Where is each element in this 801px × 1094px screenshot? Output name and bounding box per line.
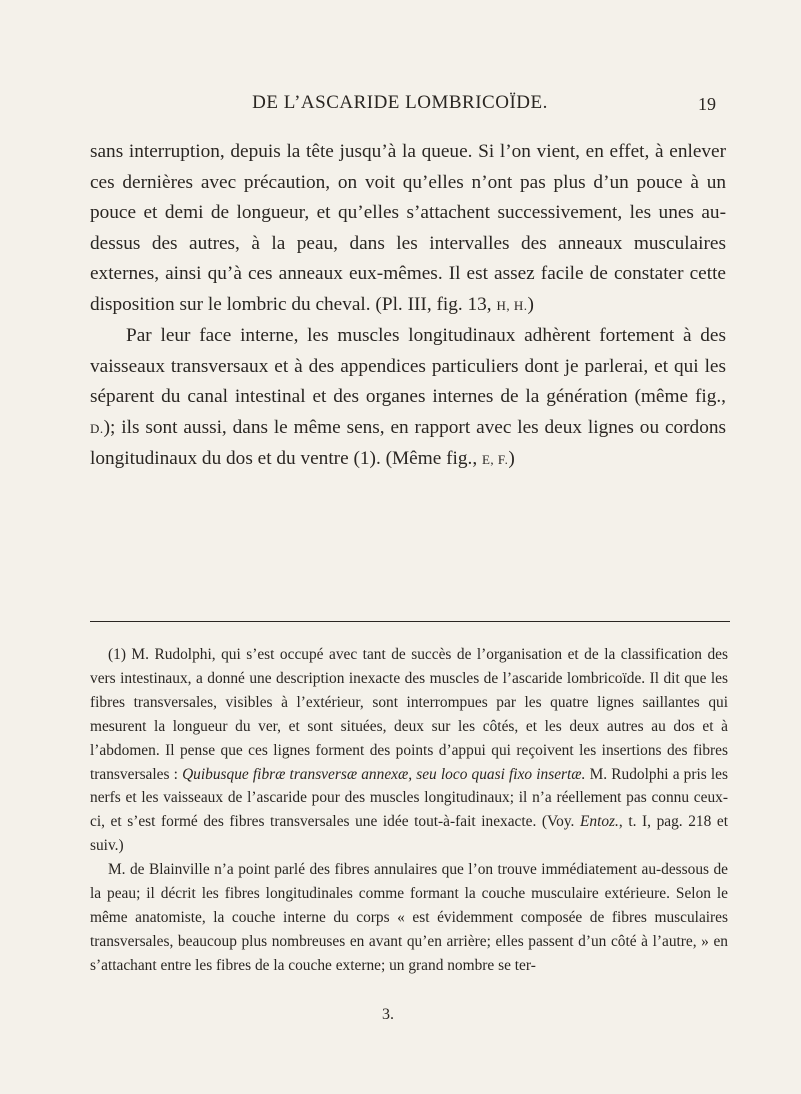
- signature-mark: 3.: [382, 1006, 394, 1023]
- figure-letter-d: D.: [90, 420, 104, 436]
- running-title: DE L’ASCARIDE LOMBRICOÏDE.: [252, 92, 548, 113]
- paragraph-1: [90, 137, 726, 321]
- footnote-rule: [90, 621, 730, 622]
- paragraph-2-text-2: ); ils sont aussi, dans le même sens, en rapport avec les deux lignes ou cordons longitudinaux du dos et du ventre (1). (Même fig.,: [90, 416, 726, 469]
- figure-letters-h: H, H.: [496, 297, 528, 313]
- footnote-text-1: (1) M. Rudolphi, qui s’est occupé avec tant de succès de l’organisation et de la classification des vers intestinaux, a donné une description inexacte des muscles de l’ascaride lombricoïde. Il dit que les fibres transversales, visibles à l’extérieur, sont interrompues par les quatre lignes saillantes qui mesurent la longueur du ver, et sont situées, deux sur les côtés, et les deux autres au dos et à l’abdomen. Il pense que ces lignes forment des points d’appui qui reçoivent les insertions des fibres transversales :: [90, 646, 728, 783]
- paragraph-1-close: ): [527, 293, 534, 315]
- footnote-text-2: M. Rudolphi a pris les nerfs et les vaisseaux de l’ascaride pour des muscles longitudinaux; il n’a réellement pas connu ceux-ci, et s’est formé des fibres transversales une idée tout-à-fait inexacte. (Voy.: [90, 765, 728, 831]
- footnote-paragraph-2: M. de Blainville n’a point parlé des fibres annulaires que l’on trouve immédiatement au-dessous de la peau; il décrit les fibres longitudinales comme formant la couche musculaire extérieure. Selon le même anatomiste, la couche interne du corps « est évidemment composée de fibres musculaires transversales, beaucoup plus nombreuses en avant qu’en arrière; elles passent d’un côté à l’autre, » en s’attachant entre les fibres de la couche externe; un grand nombre se ter-: [90, 861, 728, 974]
- footnote-text-3: , t. I, pag. 218 et suiv.): [90, 813, 728, 855]
- footnote-paragraph-1: [90, 643, 728, 858]
- latin-quote: Quibusque fibræ transversæ annexæ, seu loco quasi fixo insertæ.: [182, 765, 586, 783]
- footnote: [90, 643, 728, 978]
- paragraph-2-text: Par leur face interne, les muscles longitudinaux adhèrent fortement à des vaisseaux transversaux et à des appendices particuliers dont je parlerai, et qui les séparent du canal intestinal et des organes internes de la génération (même fig.,: [90, 325, 726, 407]
- figure-letters-ef: E, F.: [481, 452, 509, 467]
- paragraph-1-text: sans interruption, depuis la tête jusqu’à la queue. Si l’on vient, en effet, à enlever ces dernières avec précaution, on voit qu’elles n’ont pas plus d’un pouce à un pouce et demi de longueur, et qu’elles s’attachent successivement, les unes au-dessus des autres, à la peau, dans les intervalles des anneaux musculaires externes, ainsi qu’à ces anneaux eux-mêmes. Il est assez facile de constater cette disposition sur le lombric du cheval. (Pl. III, fig. 13,: [90, 141, 726, 315]
- paragraph-2: [90, 321, 726, 476]
- entoz-reference: Entoz.: [579, 813, 619, 831]
- main-text: [90, 137, 726, 476]
- paragraph-2-close: ): [508, 448, 515, 469]
- page-number: 19: [698, 94, 716, 114]
